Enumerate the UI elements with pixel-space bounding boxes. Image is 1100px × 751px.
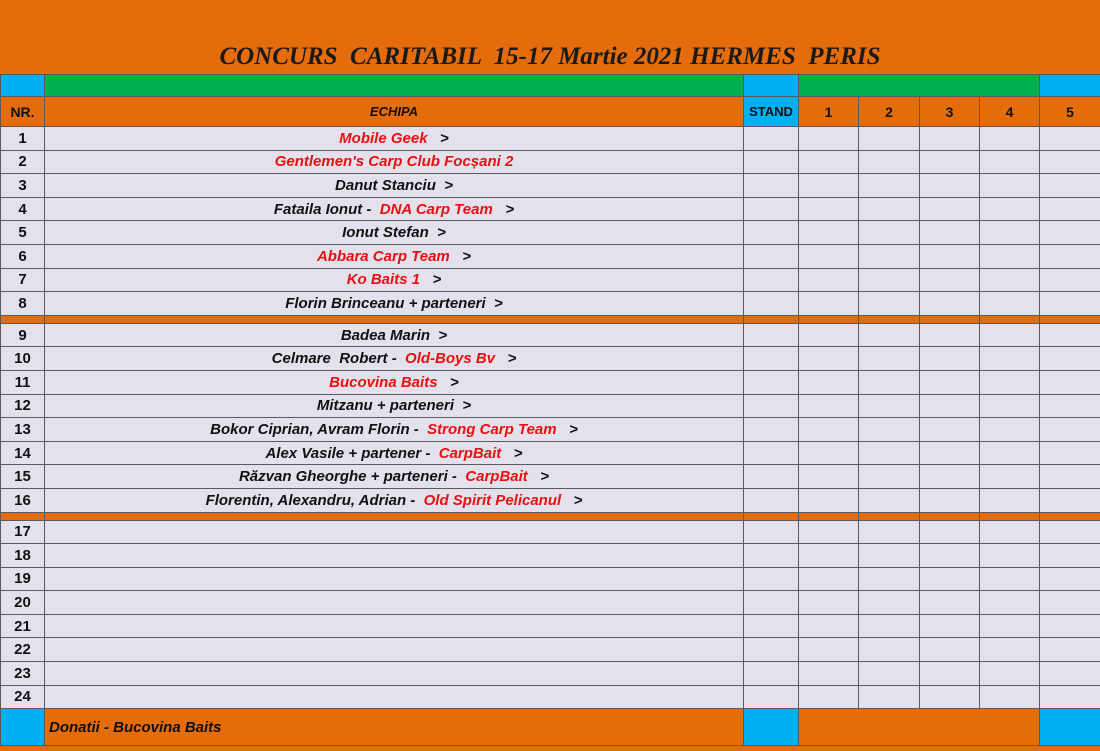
round-4-cell bbox=[980, 614, 1040, 638]
stand-cell bbox=[744, 221, 799, 245]
team-name-part: CarpBait bbox=[438, 444, 514, 462]
stand-cell bbox=[744, 268, 799, 292]
table-row bbox=[1, 685, 1100, 709]
table-row bbox=[1, 221, 1100, 245]
row-number: 15 bbox=[1, 465, 45, 489]
team-name bbox=[45, 544, 744, 568]
round-2-cell bbox=[859, 520, 920, 544]
round-3-cell bbox=[920, 567, 980, 591]
table-row bbox=[1, 441, 1100, 465]
round-1-cell bbox=[799, 174, 859, 198]
team-name bbox=[45, 150, 744, 174]
round-5-cell bbox=[1040, 347, 1100, 371]
round-4-cell bbox=[980, 591, 1040, 615]
round-5-cell bbox=[1040, 268, 1100, 292]
header-col-3: 3 bbox=[920, 97, 980, 127]
round-1-cell bbox=[799, 567, 859, 591]
row-number: 8 bbox=[1, 292, 45, 316]
round-3-cell bbox=[920, 488, 980, 512]
round-1-cell bbox=[799, 662, 859, 686]
table-row bbox=[1, 520, 1100, 544]
round-2-cell bbox=[859, 614, 920, 638]
round-4-cell bbox=[980, 662, 1040, 686]
round-4-cell bbox=[980, 127, 1040, 151]
stand-cell bbox=[744, 567, 799, 591]
round-1-cell bbox=[799, 347, 859, 371]
round-3-cell bbox=[920, 418, 980, 442]
team-name-part: Mitzanu + parteneri > bbox=[316, 397, 472, 415]
round-2-cell bbox=[859, 544, 920, 568]
round-4-cell bbox=[980, 394, 1040, 418]
team-name bbox=[45, 347, 744, 371]
round-2-cell bbox=[859, 323, 920, 347]
team-name bbox=[45, 638, 744, 662]
round-3-cell bbox=[920, 150, 980, 174]
separator-cell bbox=[920, 512, 980, 520]
table-row bbox=[1, 347, 1100, 371]
round-4-cell bbox=[980, 221, 1040, 245]
stand-cell bbox=[744, 174, 799, 198]
round-5-cell bbox=[1040, 418, 1100, 442]
team-name-part: Ionut Stefan > bbox=[342, 224, 446, 242]
group-separator bbox=[1, 512, 1100, 520]
round-4-cell bbox=[980, 244, 1040, 268]
team-name bbox=[45, 591, 744, 615]
round-1-cell bbox=[799, 638, 859, 662]
round-4-cell bbox=[980, 638, 1040, 662]
team-name-part: Florin Brinceanu + parteneri > bbox=[285, 294, 503, 312]
header-row bbox=[1, 97, 1100, 127]
round-3-cell bbox=[920, 465, 980, 489]
team-name-part: > bbox=[505, 200, 515, 218]
team-name bbox=[45, 465, 744, 489]
table-row bbox=[1, 174, 1100, 198]
round-1-cell bbox=[799, 488, 859, 512]
header-col-5: 5 bbox=[1040, 97, 1100, 127]
band-cell-nr bbox=[1, 75, 45, 97]
teams-table bbox=[0, 74, 1100, 746]
band-cell-5 bbox=[1040, 75, 1100, 97]
separator-cell bbox=[744, 315, 799, 323]
round-4-cell bbox=[980, 268, 1040, 292]
separator-cell bbox=[980, 315, 1040, 323]
round-5-cell bbox=[1040, 244, 1100, 268]
team-name bbox=[45, 292, 744, 316]
round-2-cell bbox=[859, 685, 920, 709]
stand-cell bbox=[744, 638, 799, 662]
separator-cell bbox=[1040, 315, 1100, 323]
round-4-cell bbox=[980, 465, 1040, 489]
separator-cell bbox=[799, 512, 859, 520]
stand-cell bbox=[744, 418, 799, 442]
round-1-cell bbox=[799, 465, 859, 489]
row-number: 11 bbox=[1, 370, 45, 394]
round-1-cell bbox=[799, 418, 859, 442]
round-3-cell bbox=[920, 197, 980, 221]
round-2-cell bbox=[859, 465, 920, 489]
row-number: 19 bbox=[1, 567, 45, 591]
round-2-cell bbox=[859, 394, 920, 418]
round-3-cell bbox=[920, 685, 980, 709]
team-name-part: Abbara Carp Team bbox=[316, 247, 463, 265]
round-3-cell bbox=[920, 244, 980, 268]
round-1-cell bbox=[799, 197, 859, 221]
row-number: 6 bbox=[1, 244, 45, 268]
stand-cell bbox=[744, 394, 799, 418]
table-row bbox=[1, 394, 1100, 418]
team-name bbox=[45, 614, 744, 638]
table-row bbox=[1, 323, 1100, 347]
team-name-part: Badea Marin > bbox=[340, 326, 448, 344]
round-2-cell bbox=[859, 418, 920, 442]
stand-cell bbox=[744, 347, 799, 371]
round-2-cell bbox=[859, 441, 920, 465]
row-number: 22 bbox=[1, 638, 45, 662]
row-number: 12 bbox=[1, 394, 45, 418]
round-5-cell bbox=[1040, 150, 1100, 174]
separator-cell bbox=[799, 315, 859, 323]
table-row bbox=[1, 638, 1100, 662]
separator-cell bbox=[859, 315, 920, 323]
round-2-cell bbox=[859, 662, 920, 686]
round-1-cell bbox=[799, 268, 859, 292]
round-5-cell bbox=[1040, 370, 1100, 394]
round-3-cell bbox=[920, 591, 980, 615]
round-1-cell bbox=[799, 614, 859, 638]
round-5-cell bbox=[1040, 221, 1100, 245]
stand-cell bbox=[744, 441, 799, 465]
team-name-part: > bbox=[569, 420, 578, 438]
table-row bbox=[1, 544, 1100, 568]
footer-cell-rounds bbox=[799, 709, 1040, 746]
stand-cell bbox=[744, 150, 799, 174]
round-5-cell bbox=[1040, 441, 1100, 465]
row-number: 16 bbox=[1, 488, 45, 512]
row-number: 1 bbox=[1, 127, 45, 151]
table-row bbox=[1, 127, 1100, 151]
round-5-cell bbox=[1040, 567, 1100, 591]
stand-cell bbox=[744, 685, 799, 709]
stand-cell bbox=[744, 370, 799, 394]
stand-cell bbox=[744, 197, 799, 221]
stand-cell bbox=[744, 662, 799, 686]
footer-cell-stand bbox=[744, 709, 799, 746]
header-nr: NR. bbox=[1, 97, 45, 127]
team-name bbox=[45, 441, 744, 465]
round-4-cell bbox=[980, 685, 1040, 709]
round-4-cell bbox=[980, 370, 1040, 394]
round-5-cell bbox=[1040, 323, 1100, 347]
row-number: 23 bbox=[1, 662, 45, 686]
round-5-cell bbox=[1040, 614, 1100, 638]
row-number: 2 bbox=[1, 150, 45, 174]
round-2-cell bbox=[859, 244, 920, 268]
round-4-cell bbox=[980, 150, 1040, 174]
team-name-part: > bbox=[450, 373, 459, 391]
stand-cell bbox=[744, 465, 799, 489]
team-name bbox=[45, 567, 744, 591]
round-4-cell bbox=[980, 347, 1040, 371]
team-name-part: Danut Stanciu > bbox=[335, 176, 453, 194]
separator-cell bbox=[45, 512, 744, 520]
table-row bbox=[1, 591, 1100, 615]
round-1-cell bbox=[799, 244, 859, 268]
round-1-cell bbox=[799, 441, 859, 465]
team-name-part: > bbox=[440, 129, 449, 147]
round-3-cell bbox=[920, 174, 980, 198]
separator-cell bbox=[1040, 512, 1100, 520]
round-1-cell bbox=[799, 591, 859, 615]
round-1-cell bbox=[799, 221, 859, 245]
team-name bbox=[45, 127, 744, 151]
team-name bbox=[45, 174, 744, 198]
row-number: 7 bbox=[1, 268, 45, 292]
round-2-cell bbox=[859, 221, 920, 245]
separator-cell bbox=[45, 315, 744, 323]
header-col-1: 1 bbox=[799, 97, 859, 127]
round-2-cell bbox=[859, 638, 920, 662]
team-name-part: > bbox=[507, 350, 517, 368]
round-1-cell bbox=[799, 520, 859, 544]
round-2-cell bbox=[859, 488, 920, 512]
round-1-cell bbox=[799, 150, 859, 174]
table-row bbox=[1, 418, 1100, 442]
team-name-part: Răzvan Gheorghe + parteneri - bbox=[238, 468, 466, 486]
round-5-cell bbox=[1040, 662, 1100, 686]
team-name bbox=[45, 520, 744, 544]
row-number: 21 bbox=[1, 614, 45, 638]
team-name bbox=[45, 323, 744, 347]
round-5-cell bbox=[1040, 544, 1100, 568]
round-5-cell bbox=[1040, 292, 1100, 316]
round-5-cell bbox=[1040, 174, 1100, 198]
team-name-part: Celmare Robert - bbox=[271, 350, 406, 368]
header-echipa: ECHIPA bbox=[45, 97, 744, 127]
round-2-cell bbox=[859, 150, 920, 174]
round-3-cell bbox=[920, 221, 980, 245]
round-3-cell bbox=[920, 638, 980, 662]
round-1-cell bbox=[799, 127, 859, 151]
round-4-cell bbox=[980, 544, 1040, 568]
row-number: 3 bbox=[1, 174, 45, 198]
table-row bbox=[1, 150, 1100, 174]
team-name-part: Gentlemen's Carp Club Focșani 2 bbox=[274, 153, 514, 171]
round-3-cell bbox=[920, 370, 980, 394]
round-1-cell bbox=[799, 394, 859, 418]
page-title: CONCURS CARITABIL 15-17 Martie 2021 HERMES PERIS bbox=[0, 0, 1100, 74]
row-number: 13 bbox=[1, 418, 45, 442]
row-number: 5 bbox=[1, 221, 45, 245]
round-1-cell bbox=[799, 370, 859, 394]
team-name-part: Alex Vasile + partener - bbox=[265, 444, 439, 462]
round-2-cell bbox=[859, 370, 920, 394]
group-separator bbox=[1, 315, 1100, 323]
round-4-cell bbox=[980, 567, 1040, 591]
team-name bbox=[45, 488, 744, 512]
round-2-cell bbox=[859, 197, 920, 221]
table-row bbox=[1, 197, 1100, 221]
footer-donations: Donatii - Bucovina Baits bbox=[45, 709, 744, 746]
round-5-cell bbox=[1040, 591, 1100, 615]
round-1-cell bbox=[799, 544, 859, 568]
round-5-cell bbox=[1040, 394, 1100, 418]
row-number: 18 bbox=[1, 544, 45, 568]
team-name bbox=[45, 418, 744, 442]
round-5-cell bbox=[1040, 197, 1100, 221]
footer-cell-5 bbox=[1040, 709, 1100, 746]
team-name bbox=[45, 221, 744, 245]
table-row bbox=[1, 370, 1100, 394]
stand-cell bbox=[744, 488, 799, 512]
round-3-cell bbox=[920, 520, 980, 544]
stand-cell bbox=[744, 323, 799, 347]
round-3-cell bbox=[920, 127, 980, 151]
row-number: 24 bbox=[1, 685, 45, 709]
header-stand: STAND bbox=[744, 97, 799, 127]
round-3-cell bbox=[920, 441, 980, 465]
round-4-cell bbox=[980, 197, 1040, 221]
footer-row bbox=[1, 709, 1100, 746]
table-row bbox=[1, 614, 1100, 638]
band-cell-rounds bbox=[799, 75, 1040, 97]
table-row bbox=[1, 292, 1100, 316]
separator-cell bbox=[859, 512, 920, 520]
team-name-part: > bbox=[462, 247, 472, 265]
team-name-part: CarpBait bbox=[465, 468, 541, 486]
round-3-cell bbox=[920, 662, 980, 686]
team-name-part: Bucovina Baits bbox=[329, 373, 451, 391]
team-name bbox=[45, 268, 744, 292]
footer-cell-nr bbox=[1, 709, 45, 746]
header-col-2: 2 bbox=[859, 97, 920, 127]
row-number: 14 bbox=[1, 441, 45, 465]
stand-cell bbox=[744, 591, 799, 615]
team-name-part: > bbox=[573, 491, 583, 509]
round-5-cell bbox=[1040, 127, 1100, 151]
team-name-part: Old Spirit Pelicanul bbox=[423, 491, 574, 509]
table-row bbox=[1, 465, 1100, 489]
team-name-part: > bbox=[432, 271, 442, 289]
team-name bbox=[45, 197, 744, 221]
band-cell-stand bbox=[744, 75, 799, 97]
round-3-cell bbox=[920, 268, 980, 292]
table-row bbox=[1, 268, 1100, 292]
round-5-cell bbox=[1040, 488, 1100, 512]
separator-cell bbox=[980, 512, 1040, 520]
round-2-cell bbox=[859, 127, 920, 151]
team-name bbox=[45, 394, 744, 418]
separator-cell bbox=[744, 512, 799, 520]
round-1-cell bbox=[799, 685, 859, 709]
band-cell-echipa bbox=[45, 75, 744, 97]
round-3-cell bbox=[920, 292, 980, 316]
round-5-cell bbox=[1040, 638, 1100, 662]
round-4-cell bbox=[980, 520, 1040, 544]
team-name-part: Florentin, Alexandru, Adrian - bbox=[205, 491, 424, 509]
round-3-cell bbox=[920, 347, 980, 371]
round-4-cell bbox=[980, 418, 1040, 442]
team-name-part: DNA Carp Team bbox=[379, 200, 506, 218]
row-number: 9 bbox=[1, 323, 45, 347]
round-1-cell bbox=[799, 323, 859, 347]
round-1-cell bbox=[799, 292, 859, 316]
row-number: 4 bbox=[1, 197, 45, 221]
row-number: 17 bbox=[1, 520, 45, 544]
separator-cell bbox=[1, 315, 45, 323]
stand-cell bbox=[744, 614, 799, 638]
round-2-cell bbox=[859, 174, 920, 198]
table-row bbox=[1, 567, 1100, 591]
team-name-part: > bbox=[513, 444, 523, 462]
color-band-row bbox=[1, 75, 1100, 97]
team-name-part: Old-Boys Bv bbox=[405, 350, 508, 368]
team-name bbox=[45, 662, 744, 686]
round-3-cell bbox=[920, 614, 980, 638]
row-number: 20 bbox=[1, 591, 45, 615]
round-3-cell bbox=[920, 394, 980, 418]
round-2-cell bbox=[859, 292, 920, 316]
team-name bbox=[45, 685, 744, 709]
separator-cell bbox=[1, 512, 45, 520]
team-name-part: > bbox=[540, 468, 550, 486]
table-row bbox=[1, 662, 1100, 686]
team-name bbox=[45, 370, 744, 394]
round-2-cell bbox=[859, 591, 920, 615]
team-name-part: Bokor Ciprian, Avram Florin - bbox=[210, 420, 428, 438]
stand-cell bbox=[744, 544, 799, 568]
stand-cell bbox=[744, 244, 799, 268]
round-5-cell bbox=[1040, 520, 1100, 544]
table-row bbox=[1, 244, 1100, 268]
round-4-cell bbox=[980, 323, 1040, 347]
round-4-cell bbox=[980, 292, 1040, 316]
header-col-4: 4 bbox=[980, 97, 1040, 127]
stand-cell bbox=[744, 520, 799, 544]
round-3-cell bbox=[920, 544, 980, 568]
round-2-cell bbox=[859, 567, 920, 591]
team-name-part: Mobile Geek bbox=[339, 129, 441, 147]
team-name-part: Ko Baits 1 bbox=[346, 271, 433, 289]
round-4-cell bbox=[980, 441, 1040, 465]
round-2-cell bbox=[859, 268, 920, 292]
stand-cell bbox=[744, 292, 799, 316]
team-name bbox=[45, 244, 744, 268]
round-5-cell bbox=[1040, 465, 1100, 489]
separator-cell bbox=[920, 315, 980, 323]
round-3-cell bbox=[920, 323, 980, 347]
table-row bbox=[1, 488, 1100, 512]
round-4-cell bbox=[980, 174, 1040, 198]
round-5-cell bbox=[1040, 685, 1100, 709]
team-name-part: Strong Carp Team bbox=[427, 420, 570, 438]
round-4-cell bbox=[980, 488, 1040, 512]
team-name-part: Fataila Ionut - bbox=[273, 200, 380, 218]
round-2-cell bbox=[859, 347, 920, 371]
row-number: 10 bbox=[1, 347, 45, 371]
stand-cell bbox=[744, 127, 799, 151]
